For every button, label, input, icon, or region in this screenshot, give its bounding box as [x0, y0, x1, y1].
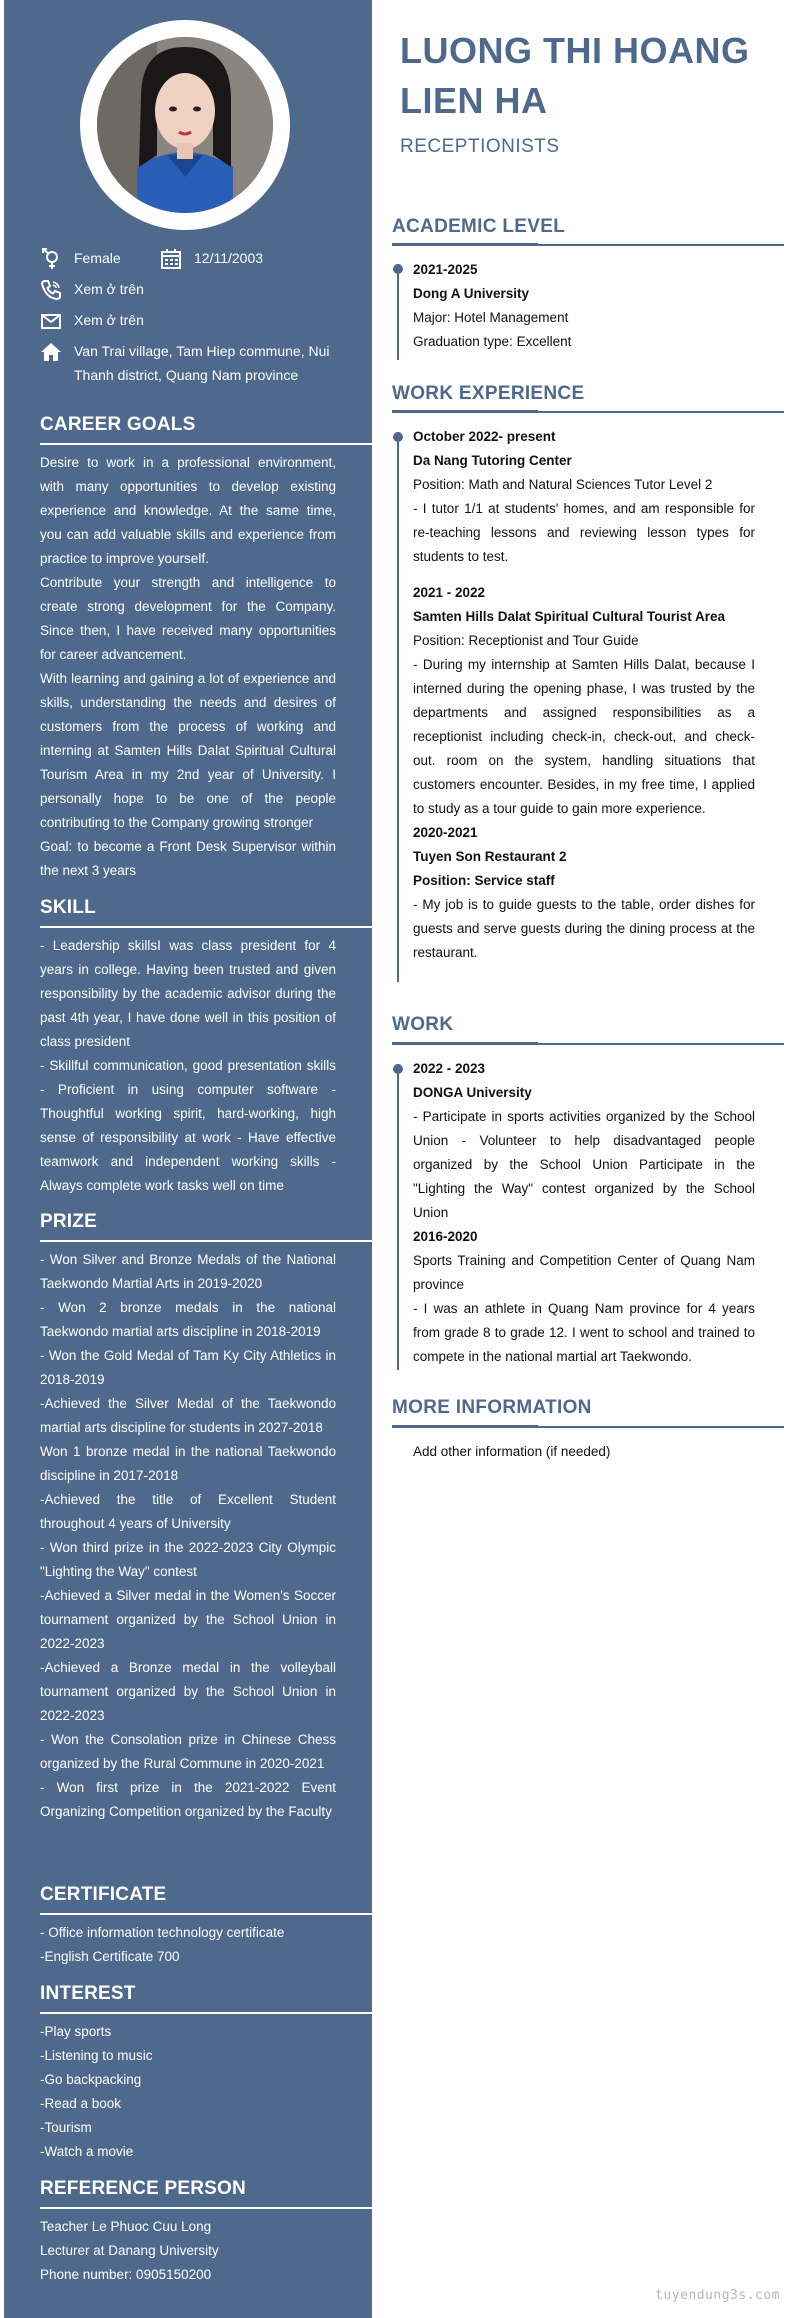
reference-list — [40, 2215, 336, 2287]
career-goals-paragraph: Contribute your strength and intelligence to create strong development for the Company. Since then, I have received many opportunities for career advancement. — [40, 575, 336, 662]
work-description: - Participate in sports activities organized by the School Union - Volunteer to help disadvantaged people organized by the School Union Participate in the "Lighting the Way" contest organized by the School Union — [413, 1109, 755, 1220]
work-organization: DONGA University — [413, 1085, 532, 1100]
interest-list — [40, 2020, 336, 2164]
job-description: - During my internship at Samten Hills Dalat, because I interned during the opening phase, I was trusted by the departments and assigned responsibilities as a receptionist including check-in, check-out, and check-out. room on the system, handling situations that customers encounter. Besides, in my free time, I applied to study as a tour guide to gain more experience. — [413, 657, 755, 816]
prize-item: - Won 2 bronze medals in the national Taekwondo martial arts discipline in 2018-2019 — [40, 1300, 336, 1339]
work-organization: Sports Training and Competition Center of Quang Nam province — [413, 1253, 755, 1292]
job-position: Position: Receptionist and Tour Guide — [413, 633, 639, 648]
more-info-heading: MORE INFORMATION — [392, 1397, 592, 1418]
work-entries — [413, 1057, 755, 1369]
job-period: 2021 - 2022 — [413, 585, 486, 600]
academic-period: 2021-2025 — [413, 262, 478, 277]
job-organization: Samten Hills Dalat Spiritual Cultural Tourist Area — [413, 609, 726, 624]
certificate-list — [40, 1921, 336, 1969]
prize-divider — [40, 1240, 372, 1242]
prize-item: - Won Silver and Bronze Medals of the National Taekwondo Martial Arts in 2019-2020 — [40, 1252, 336, 1291]
interest-item: -Watch a movie — [40, 2144, 134, 2159]
job-organization: Tuyen Son Restaurant 2 — [413, 849, 567, 864]
prize-item: -Achieved the title of Excellent Student throughout 4 years of University — [40, 1492, 336, 1531]
reference-divider — [40, 2207, 372, 2209]
candidate-role: RECEPTIONISTS — [400, 136, 560, 157]
job-description: - My job is to guide guests to the table, order dishes for guests and serve guests during the dining process at the restaurant. — [413, 897, 755, 960]
prize-item: -Achieved a Bronze medal in the volleyball tournament organized by the School Union in 2022-2023 — [40, 1660, 336, 1723]
email-text: Xem ở trên — [74, 312, 144, 328]
work-description: - I was an athlete in Quang Nam province for 4 years from grade 8 to grade 12. I went to school and trained to compete in the national martial art Taekwondo. — [413, 1301, 755, 1364]
career-goals-paragraph: With learning and gaining a lot of experience and skills, understanding the needs and desires of customers from the process of working and interning at Samten Hills Dalat Spiritual Cultural Tourism Area in my 2nd year of University. I personally hope to be one of the people contributing to the Company growing stronger — [40, 671, 336, 830]
reference-item: Phone number: 0905150200 — [40, 2267, 212, 2282]
watermark: tuyendung3s.com — [655, 2288, 780, 2303]
career-goals-divider — [40, 443, 372, 445]
prize-item: -Achieved the Silver Medal of the Taekwondo martial arts discipline for students in 2027-2018 — [40, 1396, 336, 1435]
job-position: Position: Math and Natural Sciences Tutor Level 2 — [413, 477, 713, 492]
work-experience-divider-accent — [392, 410, 538, 413]
interest-item: -Tourism — [40, 2120, 92, 2135]
calendar-icon — [160, 248, 182, 270]
skill-divider — [40, 926, 372, 928]
academic-graduation: Graduation type: Excellent — [413, 334, 572, 349]
interest-item: -Listening to music — [40, 2048, 153, 2063]
reference-heading: REFERENCE PERSON — [40, 2178, 246, 2199]
timeline-dot — [393, 432, 403, 442]
academic-heading: ACADEMIC LEVEL — [392, 216, 566, 237]
academic-divider-accent — [392, 243, 538, 246]
avatar — [97, 37, 273, 213]
home-icon — [40, 341, 62, 363]
job-position: Position: Service staff — [413, 873, 555, 888]
work-experience-timeline — [397, 432, 399, 982]
work-experience-heading: WORK EXPERIENCE — [392, 383, 585, 404]
career-goals-paragraph: Goal: to become a Front Desk Supervisor within the next 3 years — [40, 839, 336, 878]
skill-heading: SKILL — [40, 897, 96, 918]
interest-divider — [40, 2012, 372, 2014]
email-icon — [40, 310, 62, 332]
phone-text: Xem ở trên — [74, 281, 144, 297]
prize-item: - Won the Consolation prize in Chinese Chess organized by the Rural Commune in 2020-2021 — [40, 1732, 336, 1771]
career-goals-text — [40, 451, 336, 883]
career-goals-paragraph: Desire to work in a professional environment, with many opportunities to develop existing experience and knowledge. At the same time, you can add valuable skills and experience from practice to improve yourself. — [40, 455, 336, 566]
more-info-divider-accent — [392, 1425, 538, 1428]
job-period: 2020-2021 — [413, 825, 478, 840]
gender-icon — [40, 248, 62, 270]
academic-entry — [413, 258, 755, 354]
prize-heading: PRIZE — [40, 1211, 97, 1232]
prize-item: - Won third prize in the 2022-2023 City Olympic "Lighting the Way" contest — [40, 1540, 336, 1579]
sidebar — [4, 0, 372, 2318]
certificate-item: -English Certificate 700 — [40, 1949, 180, 1964]
prize-item: - Won first prize in the 2021-2022 Event Organizing Competition organized by the Faculty — [40, 1780, 336, 1819]
gender-text: Female — [74, 250, 121, 266]
job-organization: Da Nang Tutoring Center — [413, 453, 572, 468]
skill-paragraph: - Leadership skillsI was class president for 4 years in college. Having been trusted and given responsibility by the academic advisor during the past 4th year, I have done well in this position of class president — [40, 938, 336, 1049]
academic-school: Dong A University — [413, 286, 530, 301]
timeline-dot — [393, 1064, 403, 1074]
prize-list — [40, 1248, 336, 1824]
avatar-frame — [80, 20, 290, 230]
interest-item: -Play sports — [40, 2024, 112, 2039]
more-info-text — [413, 1440, 755, 1464]
birthday-text: 12/11/2003 — [194, 250, 264, 266]
certificate-heading: CERTIFICATE — [40, 1884, 167, 1905]
phone-icon — [40, 279, 62, 301]
work-period: 2022 - 2023 — [413, 1061, 486, 1076]
academic-major: Major: Hotel Management — [413, 310, 569, 325]
prize-item: Won 1 bronze medal in the national Taekwondo discipline in 2017-2018 — [40, 1444, 336, 1483]
academic-timeline — [397, 264, 399, 360]
interest-item: -Read a book — [40, 2096, 122, 2111]
certificate-item: - Office information technology certificate — [40, 1925, 285, 1940]
job-description: - I tutor 1/1 at students' homes, and am responsible for re-teaching lessons and reviewing lesson types for students to test. — [413, 501, 755, 564]
skill-paragraph: - Skillful communication, good presentation skills - Proficient in using computer software - Thoughtful working spirit, hard-working, high sense of responsibility at work - Have effective teamwork and independent working skills - Always complete work tasks well on time — [40, 1058, 336, 1193]
skill-text — [40, 934, 336, 1198]
interest-item: -Go backpacking — [40, 2072, 142, 2087]
work-timeline — [397, 1064, 399, 1370]
reference-item: Lecturer at Danang University — [40, 2243, 219, 2258]
job-period: October 2022- present — [413, 429, 556, 444]
career-goals-heading: CAREER GOALS — [40, 414, 196, 435]
address-text: Van Trai village, Tam Hiep commune, Nui Thanh district, Quang Nam province — [74, 343, 330, 383]
work-period: 2016-2020 — [413, 1229, 478, 1244]
reference-item: Teacher Le Phuoc Cuu Long — [40, 2219, 212, 2234]
work-heading: WORK — [392, 1014, 454, 1035]
work-divider-accent — [392, 1042, 538, 1045]
prize-item: -Achieved a Silver medal in the Women's Soccer tournament organized by the School Union in 2022-2023 — [40, 1588, 336, 1651]
timeline-dot — [393, 264, 403, 274]
more-info-paragraph: Add other information (if needed) — [413, 1444, 611, 1459]
candidate-name: LUONG THI HOANG LIEN HA — [400, 30, 750, 121]
certificate-divider — [40, 1913, 372, 1915]
work-experience-entries — [413, 425, 755, 965]
prize-item: - Won the Gold Medal of Tam Ky City Athletics in 2018-2019 — [40, 1348, 336, 1387]
interest-heading: INTEREST — [40, 1983, 136, 2004]
